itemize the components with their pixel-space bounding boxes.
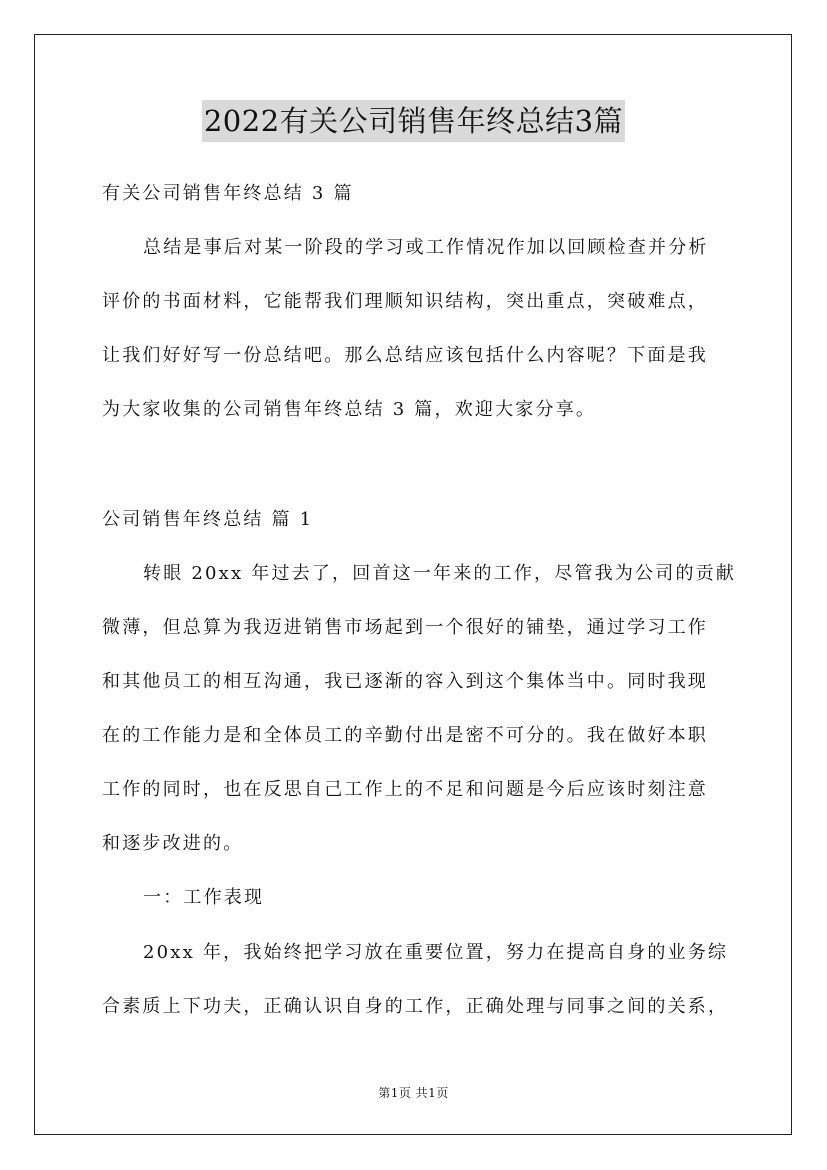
section1-line-4: 在的工作能力是和全体员工的辛勤付出是密不可分的。我在做好本职: [102, 725, 708, 746]
page-footer: 第1页 共1页: [378, 1086, 449, 1100]
subheading-work-performance: 一：工作表现: [143, 887, 265, 908]
intro-line-4: 为大家收集的公司销售年终总结 3 篇，欢迎大家分享。: [102, 399, 597, 420]
work-line-2: 合素质上下功夫，正确认识自身的工作，正确处理与同事之间的关系，: [102, 996, 729, 1017]
section1-line-3: 和其他员工的相互沟通，我已逐渐的容入到这个集体当中。同时我现: [102, 671, 708, 692]
subtitle: 有关公司销售年终总结 3 篇: [102, 183, 354, 204]
intro-line-1: 总结是事后对某一阶段的学习或工作情况作加以回顾检查并分析: [143, 237, 709, 258]
title-container: [0, 100, 827, 142]
section1-heading: 公司销售年终总结 篇 1: [102, 509, 314, 530]
intro-line-2: 评价的书面材料，它能帮我们理顺知识结构，突出重点，突破难点，: [102, 291, 708, 312]
section1-line-6: 和逐步改进的。: [102, 833, 244, 854]
work-line-1: 20xx 年，我始终把学习放在重要位置，努力在提高自身的业务综: [143, 942, 729, 963]
section1-line-2: 微薄，但总算为我迈进销售市场起到一个很好的铺垫，通过学习工作: [102, 617, 708, 638]
document-title: 2022有关公司销售年终总结3篇: [202, 100, 625, 142]
section1-line-1: 转眼 20xx 年过去了，回首这一年来的工作，尽管我为公司的贡献: [143, 563, 737, 584]
section1-line-5: 工作的同时，也在反思自己工作上的不足和问题是今后应该时刻注意: [102, 779, 708, 800]
intro-line-3: 让我们好好写一份总结吧。那么总结应该包括什么内容呢？下面是我: [102, 345, 708, 366]
